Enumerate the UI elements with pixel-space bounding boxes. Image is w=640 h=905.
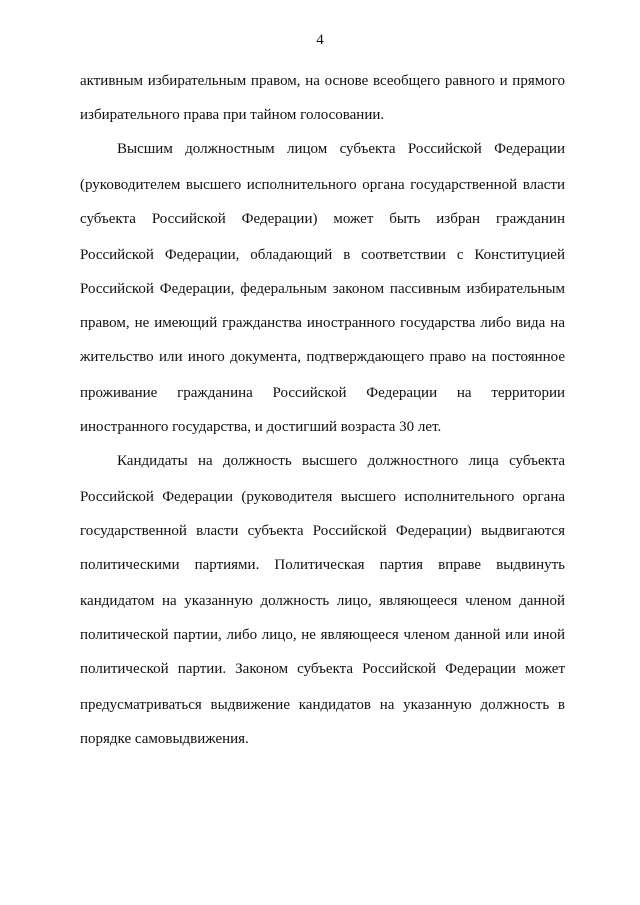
text-line: предусматриваться выдвижение кандидатов на указанную должность в: [80, 697, 565, 713]
text-line: избирательного права при тайном голосовании.: [80, 107, 385, 123]
text-line: правом, не имеющий гражданства иностранного государства либо вида на: [80, 315, 565, 331]
text-line: Российской Федерации (руководителя высшего исполнительного органа: [80, 489, 565, 505]
text-line: порядке самовыдвижения.: [80, 731, 249, 747]
text-line: государственной власти субъекта Российской Федерации) выдвигаются: [80, 523, 565, 539]
text-line: политическими партиями. Политическая партия вправе выдвинуть: [80, 557, 565, 573]
text-line: иностранного государства, и достигший возраста 30 лет.: [80, 419, 442, 435]
text-line: проживание гражданина Российской Федерации на территории: [80, 385, 565, 401]
text-line: жительство или иного документа, подтверждающего право на постоянное: [80, 349, 565, 365]
text-line: Российской Федерации, обладающий в соответствии с Конституцией: [80, 247, 565, 263]
text-line: субъекта Российской Федерации) может быть избран гражданин: [80, 211, 565, 227]
text-line: Кандидаты на должность высшего должностного лица субъекта: [117, 453, 565, 469]
text-line: Высшим должностным лицом субъекта Российской Федерации: [117, 141, 565, 157]
page-number: 4: [316, 32, 324, 48]
text-line: политической партии. Законом субъекта Российской Федерации может: [80, 661, 565, 677]
text-line: кандидатом на указанную должность лицо, являющееся членом данной: [80, 593, 565, 609]
text-line: политической партии, либо лицо, не являющееся членом данной или иной: [80, 627, 565, 643]
text-line: активным избирательным правом, на основе всеобщего равного и прямого: [80, 73, 565, 89]
text-line: (руководителем высшего исполнительного органа государственной власти: [80, 177, 565, 193]
text-line: Российской Федерации, федеральным законом пассивным избирательным: [80, 281, 565, 297]
